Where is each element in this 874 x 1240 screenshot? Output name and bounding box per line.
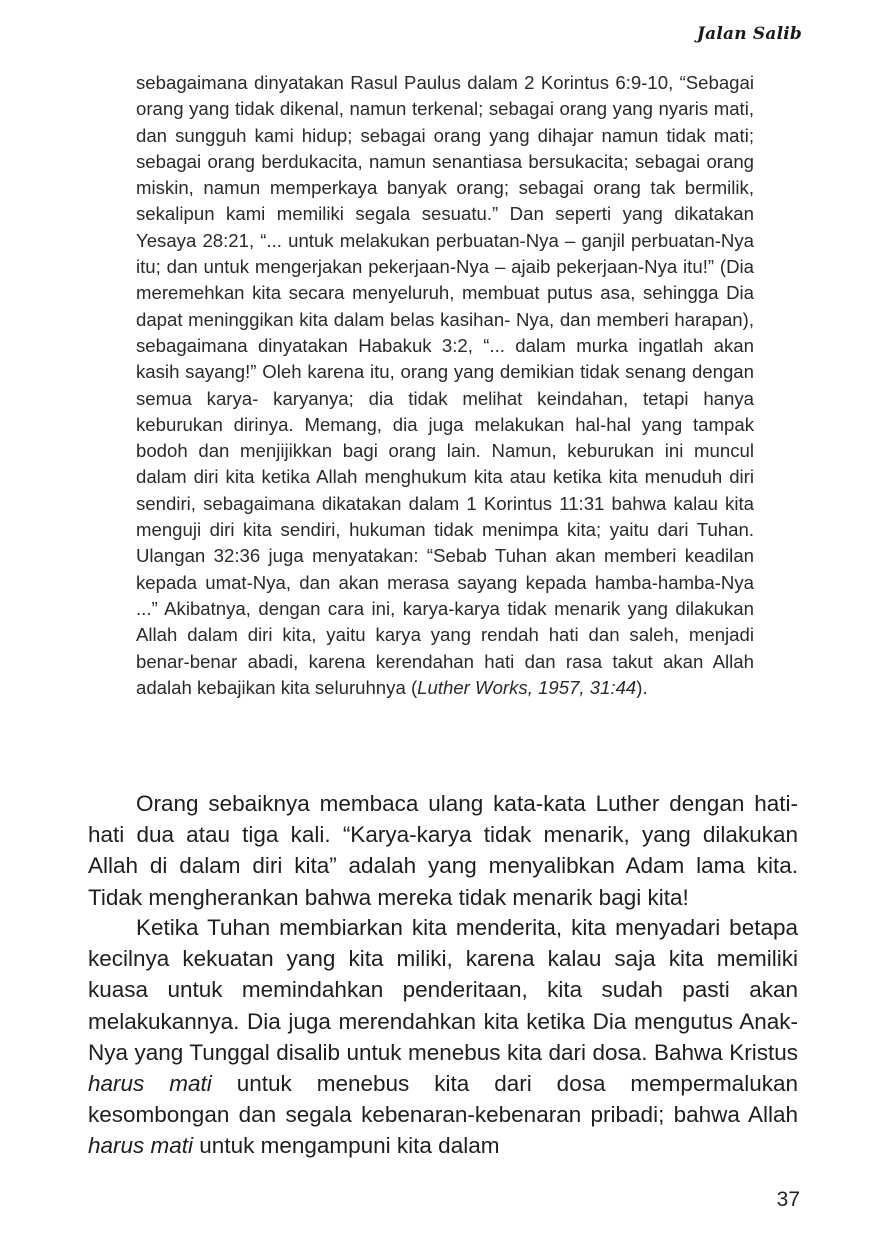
block-quote-citation-close: ). <box>636 676 648 698</box>
block-quote <box>136 70 754 701</box>
emphasis-text: harus mati <box>88 1071 212 1097</box>
body-paragraph-2 <box>88 912 798 1162</box>
body-paragraph-2-text: Ketika Tuhan membiarkan kita menderita, kita menyadari betapa kecilnya kekuatan yang kita miliki, karena kalau saja kita memiliki kuasa untuk memindahkan penderitaan, kita sudah pasti akan melakukannya. Dia juga merendahkan kita ketika Dia mengutus Anak-Nya yang Tunggal disalib untuk menebus kita dari dosa. Bahwa Kristus <box>88 915 798 1065</box>
body-paragraph-2-text: untuk mengampuni kita dalam <box>193 1133 500 1159</box>
body-paragraph-1: Orang sebaiknya membaca ulang kata-kata Luther dengan hati-hati dua atau tiga kali. “Karya-karya tidak menarik, yang dilakukan Allah di dalam diri kita” adalah yang menyalibkan Adam lama kita. Tidak mengherankan bahwa mereka tidak menarik bagi kita! <box>88 791 798 910</box>
body-paragraph-2-text: untuk menebus kita dari dosa mempermalukan kesombongan dan segala kebenaran-kebenaran pribadi; bahwa Allah <box>88 1071 798 1128</box>
page-number: 37 <box>776 1188 800 1211</box>
block-quote-text: sebagaimana dinyatakan Rasul Paulus dalam 2 Korintus 6:9-10, “Sebagai orang yang tidak dikenal, namun terkenal; sebagai orang yang nyaris mati, dan sungguh kami hidup; sebagai orang yang dihajar namun tidak mati; sebagai orang berdukacita, namun senantiasa bersukacita; sebagai orang miskin, namun memperkaya banyak orang; sebagai orang tak bermilik, sekalipun kami memiliki segala sesuatu.” Dan seperti yang dikatakan Yesaya 28:21, “... untuk melakukan perbuatan-Nya – ganjil perbuatan-Nya itu; dan untuk mengerjakan pekerjaan-Nya – ajaib pekerjaan-Nya itu!” (Dia meremehkan kita secara menyeluruh, membuat putus asa, sehingga Dia dapat meninggikan kita dalam belas kasihan- Nya, dan memberi harapan), sebagaimana dinyatakan Habakuk 3:2, “... dalam murka ingatlah akan kasih sayang!” Oleh karena itu, orang yang demikian tidak senang dengan semua karya- karyanya; dia tidak melihat keindahan, tetapi hanya keburukan dirinya. Memang, dia juga melakukan hal-hal yang tampak bodoh dan menjijikkan bagi orang lain. Namun, keburukan ini muncul dalam diri kita ketika Allah menghukum kita atau ketika kita menuduh diri sendiri, sebagaimana dikatakan dalam 1 Korintus 11:31 bahwa kalau kita menguji diri kita sendiri, hukuman tidak menimpa kita; yaitu dari Tuhan. Ulangan 32:36 juga menyatakan: “Sebab Tuhan akan memberi keadilan kepada umat-Nya, dan akan merasa sayang kepada hamba-hamba-Nya ...” Akibatnya, dengan cara ini, karya-karya tidak menarik yang dilakukan Allah dalam diri kita, yaitu karya yang rendah hati dan saleh, menjadi benar-benar abadi, karena kerendahan hati dan rasa takut akan Allah adalah kebajikan kita seluruhnya ( <box>136 72 754 698</box>
running-header-title: Jalan Salib <box>696 24 802 44</box>
emphasis-text: harus mati <box>88 1133 194 1159</box>
block-quote-citation: Luther Works, 1957, 31:44 <box>417 676 637 698</box>
